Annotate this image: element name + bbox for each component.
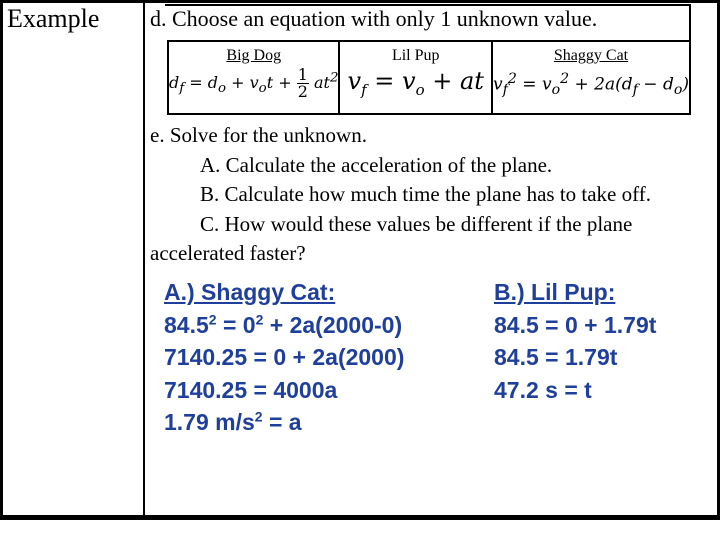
equation-cell-lil-pup [339,41,492,114]
solution-b [494,276,656,406]
solution-b-line2: 84.5 = 1.79t [494,344,618,370]
equation-formula-lil-pup: $v_f = v_o$ + at [347,67,484,99]
solution-b-line1: 84.5 = 0 + 1.79t [494,311,657,338]
solution-a-heading: A.) Shaggy Cat: [164,279,336,305]
equation-formula-big-dog: $d_f = d_o + v_ot$ + $\frac{1}{2}$ $at^2$ [169,65,339,101]
solution-b-line3: 47.2 s = t [494,376,592,403]
column-divider [143,0,145,520]
solution-b-heading: B.) Lil Pup: [494,279,616,305]
solution-a [164,276,404,439]
step-e-a: A. Calculate the acceleration of the plane. [200,152,553,177]
equation-name: Shaggy Cat [553,47,629,64]
top-border [143,0,720,3]
step-e-title: e. Solve for the unknown. [150,123,367,147]
step-e-c-cont: accelerated faster? [150,241,306,265]
equation-name: Lil Pup [391,47,440,64]
equation-formula-shaggy-cat: $v_f^2 = v_o^2 + 2a(d_f - d_o)$ [493,71,689,99]
step-e-b: B. Calculate how much time the plane has to take off. [200,182,651,206]
equation-cell-shaggy-cat [492,41,690,114]
solution-a-line1: $84.5^2 = 0^2 + 2a(2000-0)$ [164,310,403,338]
equation-cell-big-dog [168,41,339,114]
equation-name: Big Dog [226,47,282,64]
solution-a-line4: 1.79 $m/s^2 = a$ [164,408,302,435]
solution-a-line2: 7140.25 = 0 + 2a(2000) [164,344,405,370]
step-d-text: d. Choose an equation with only 1 unknown value. [150,6,598,31]
step-e-block [150,121,716,269]
step-e-c: C. How would these values be different if the plane [200,211,633,236]
example-label: Example [7,4,100,33]
equation-table [167,40,691,115]
solution-a-line3: 7140.25 = 4000a [164,376,338,403]
